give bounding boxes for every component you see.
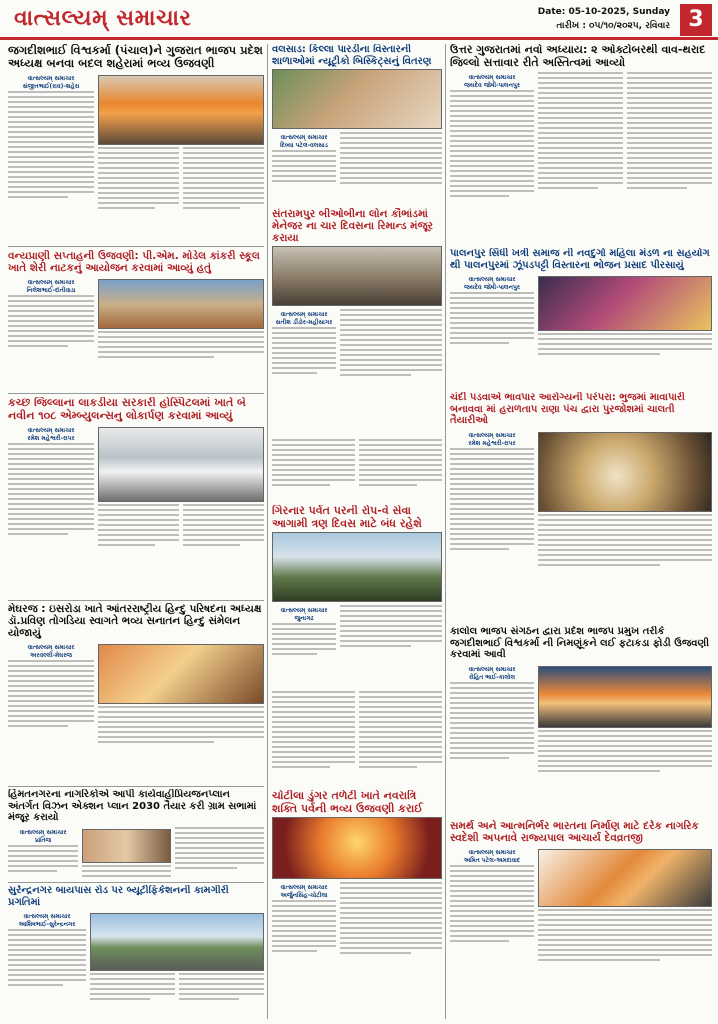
news-photo [538,666,712,728]
row-rule [8,246,264,247]
headline: સમર્થ અને આત્મનિર્ભર ભારતના નિર્માણ માટે દરેક નાગરિક સ્વદેશી અપનાવે રાજ્યપાલ આચાર્ય દેવવ્રતજી [450,820,699,845]
row-rule [8,786,264,787]
news-photo [538,849,712,907]
date-english: Date: 05-10-2025, Sunday [537,7,670,17]
article-santrampur-continued [272,436,442,500]
news-photo [272,532,442,602]
article-atmanirbhar [450,820,712,1019]
article-bhuj [450,392,712,622]
article-chotila [272,790,442,1019]
news-photo [98,75,264,145]
headline: ઉત્તર ગુજરાતમાં નવો અધ્યાય: ૨ ઓક્ટોબરથી વાવ-થરાદ જિલ્લો સત્તાવાર રીતે અસ્તિત્વમાં આવ્યો [450,44,706,69]
news-photo [272,69,442,129]
byline: વાત્સલ્યમ્ સમાચાર પ્રાંતિજ [19,828,67,844]
headline: કાલોલ ભાજપ સંગઠન દ્વારા પ્રદેશ ભાજપ પ્રમુખ તરીકે જગદીશભાઈ વિશ્વકર્મા ની નિમણૂંકને લઈ ફટાકડા ફોડી ઉજવણી કરવામાં આવી [450,626,710,660]
headline: પાલનપુર સિંધી ખત્રી સમાજ ની નવદુર્ગા મહિલા મંડળ ના સહયોગ થી પાલનપુરમાં ઝૂંપડપટ્ટી વિસ્તારના ભોજન પ્રસાદ પીરસાયું [450,248,710,271]
news-photo [538,276,712,331]
byline: વાત્સલ્યમ્ સમાચાર નિલેશભાઈ-દાંતીવાડા [26,279,76,295]
article-valsad [272,44,442,204]
headline: ચોટીલા ડુંગર તળેટી ખાતે નવરાત્રિ શક્તિ પર્વની ભવ્ય ઉજવણી કરાઈ [272,790,423,815]
row-rule [8,600,264,601]
byline: વાત્સલ્યમ્ સમાચાર સતીશ ડીંડોર-મહીસાગર [275,311,333,327]
news-photo [90,913,264,971]
headline: ચંદી પડવાએ ભાવપાર આરોગ્યની પરંપરા: ભુજમાં માવાપારી બનાવવા માં હરાળતાપ રાણા પંચ દ્વારા પુરજોશમાં ચાલતી તૈયારીઓ [450,392,685,426]
news-photo [538,432,712,512]
byline: વાત્સલ્યમ્ સમાચાર દિવ્યા પટેલ-વલસાડ [280,134,328,149]
page-number: 3 [680,4,712,36]
news-photo [98,644,264,704]
news-photo [82,829,171,863]
byline: વાત્સલ્યમ્ સમાચાર રોહિત ભાઈ-કાલોલ [468,665,516,681]
article-vav-tharad [450,44,712,244]
article-girnar [272,505,442,685]
headline: સુરેન્દ્રનગર બાયપાસ રોડ પર બ્યૂટીફિકેશનની કામગીરી પ્રગતિમાં [8,885,229,908]
column-rule [267,44,268,1019]
byline: વાત્સલ્યમ્ સમાચાર રમેશ મહેશ્વરી-રાપર [468,431,516,447]
headline: કચ્છ જિલ્લાના લાકડીયા સરકારી હોસ્પિટલમાં ખાતે બે નવીન ૧૦૮ એમ્બ્યુલન્સનુ લોકાર્પણ કરવામાં આવ્યું [8,397,246,422]
byline: વાત્સલ્યમ્ સમાચાર સંજીતભાઈ(રાવ)-શહેરા [22,75,80,91]
byline: વાત્સલ્યમ્ સમાચાર રમેશ મહેશ્વરી-રાપર [27,427,75,443]
headline: હિંમતનગરના નાગરિકોએ આપી કાર્યવાહીપ્રિયજનપ્લાન અંતર્ગત વિઝન એક્શન પ્લાન 2030 તૈયાર કરી ગ્રામ સભામાં મંજૂર કરાયો [8,789,257,823]
byline: વાત્સલ્યમ્ સમાચાર જુનાગઢ [280,607,328,623]
article-himmatnagar [8,789,264,879]
headline: વલસાડ: કિલ્લા પારડીના વિસ્તારની શાળાઓમાં ન્યૂટ્રીકો બિસ્કિટ્સનું વિતરણ [272,44,432,67]
byline: વાત્સલ્યમ્ સમાચાર જયદેવ જોષી-પાલનપુર [464,74,520,90]
article-palanpur [450,248,712,388]
news-photo [98,427,264,502]
row-rule [8,882,264,883]
dateline [538,5,670,33]
column-rule [445,44,446,1019]
byline: વાત્સલ્યમ્ સમાચાર અરવલ્લી-મેઘરજ [27,644,75,660]
article-surendranagar [8,885,264,1019]
masthead [0,0,718,40]
byline: વાત્સલ્યમ્ સમાચાર જયદેવ જોષી-પાલનપુર [464,276,520,291]
article-vishwakarma [8,44,264,244]
headline: જગદીશભાઈ વિશ્વકર્મા (પંચાલ)ને ગુજરાત ભાજપ પ્રદેશ અધ્યક્ષ બનવા બદલ શહેરામાં ભવ્ય ઉજવણી [8,44,263,71]
article-santrampur [272,208,442,433]
date-gujarati: તારીખ : ૦૫/૧૦/૨૦૨૫, રવિવાર [556,21,670,31]
news-photo [272,246,442,306]
headline: વન્યપ્રાણી સપ્તાહની ઉજવણી: પી.એમ. મોડેલ કાંકરી સ્કૂલ ખાતે શેરી નાટકનું આયોજન કરવામાં આવ્યું હતું [8,250,260,275]
article-model-school [8,250,264,390]
headline: ગિરનાર પર્વત પરની રોપ-વે સેવા આગામી ત્રણ દિવસ માટે બંધ રહેશે [272,505,422,530]
headline: સંતરામપુર બીઓબીના લોન કૌભાંડમાં મેનેજર ના ચાર દિવસના રિમાન્ડ મંજૂર કરાયા [272,208,433,245]
byline: વાત્સલ્યમ્ સમાચાર અમિત પટેલ-અમદાવાદ [463,849,521,865]
row-rule [8,393,264,394]
article-girnar-continued [272,688,442,788]
article-kutch [8,397,264,597]
article-meghraj [8,603,264,783]
headline: મેઘરજ : ઇસરોડા ખાતે આંતરરાષ્ટ્રીય હિન્દુ પરિષદના અધ્યક્ષ ડૉ.પ્રવિણ તોગડિયા સ્વાગતે ભવ્ય સનાતન હિન્દુ સંમેલન યોજાયું [8,603,262,640]
byline: વાત્સલ્યમ્ સમાચાર આશિષભાઈ-સુરેન્દ્રનગર [18,913,76,928]
news-photo [272,817,442,879]
news-photo [98,279,264,329]
byline: વાત્સલ્યમ્ સમાચાર અર્જુનસિંહ-ચોટીલા [280,884,328,900]
article-kalol [450,626,712,816]
newspaper-title: વાત્સલ્યમ્ સમાચાર [14,6,192,31]
